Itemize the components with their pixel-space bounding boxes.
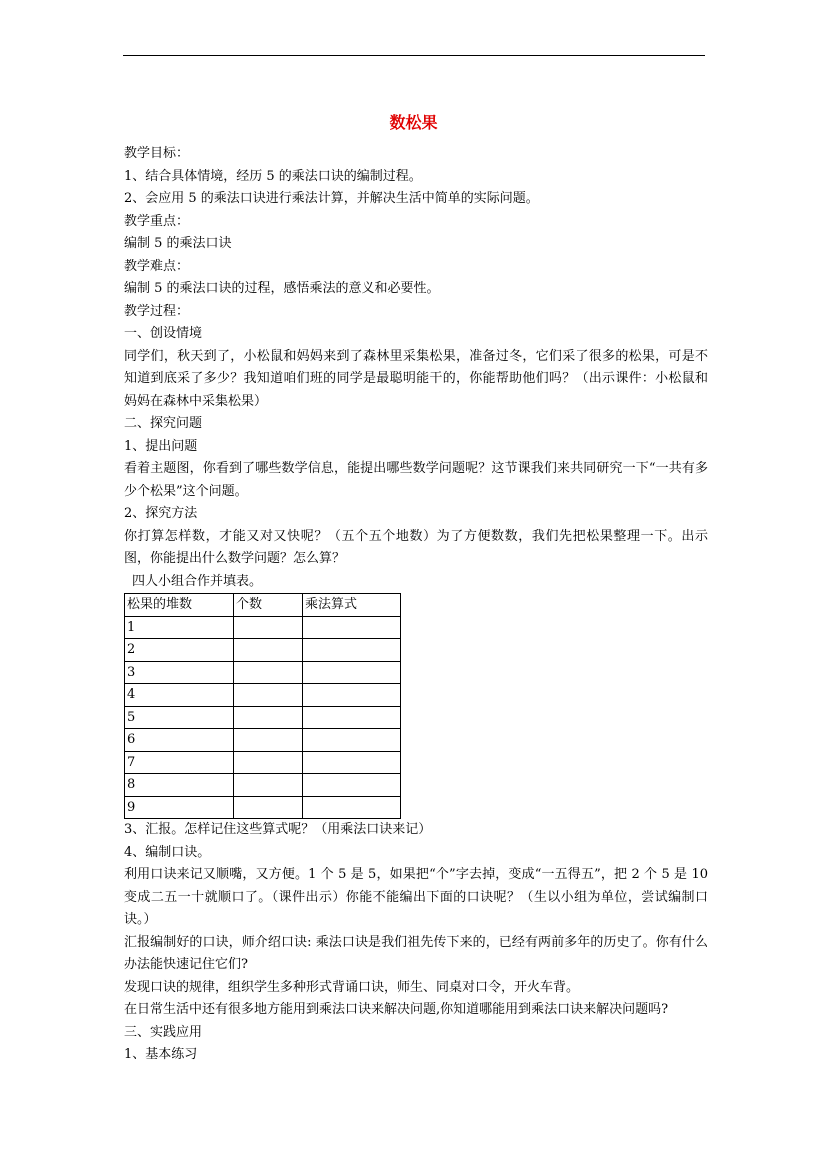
table-row [125, 684, 401, 707]
formula-cell[interactable] [303, 729, 401, 752]
step-2-heading: 2、探究方法 [124, 506, 198, 521]
step-4-paragraph-3: 发现口诀的规律，组织学生多种形式背诵口诀，师生、同桌对口令，开火车背。 [124, 979, 580, 995]
pile-count-cell: 3 [125, 661, 234, 684]
difficulty-heading: 教学难点： [124, 258, 190, 274]
formula-cell[interactable] [303, 796, 401, 819]
count-cell[interactable] [234, 706, 303, 729]
goals-heading: 教学目标： [124, 146, 190, 161]
document-title: 数松果 [389, 113, 438, 132]
table-row [125, 661, 401, 684]
formula-cell[interactable] [303, 774, 401, 797]
formula-cell[interactable] [303, 751, 401, 774]
section-1-paragraph: 同学们，秋天到了，小松鼠和妈妈来到了森林里采集松果，准备过冬，它们采了很多的松果，可是不知道到底采了多少？我知道咱们班的同学是最聪明能干的，你能帮助他们吗？（出示课件：小松鼠和妈妈在森林中采集松果） [124, 348, 708, 409]
pile-count-cell: 9 [125, 796, 234, 819]
section-1-heading: 一、创设情境 [124, 326, 203, 341]
step-2-paragraph: 你打算怎样数，才能又对又快呢？（五个五个地数）为了方便数数，我们先把松果整理一下。出示图，你能提出什么数学问题？怎么算？ [124, 528, 708, 566]
process-heading: 教学过程： [124, 303, 190, 319]
table-row [125, 616, 401, 639]
table-row [125, 729, 401, 752]
section-3-heading: 三、实践应用 [124, 1024, 203, 1040]
step-1-paragraph: 看着主题图，你看到了哪些数学信息，能提出哪些数学问题呢？这节课我们来共同研究一下“一共有多少个松果”这个问题。 [124, 461, 708, 499]
pile-count-cell: 2 [125, 639, 234, 662]
count-cell[interactable] [234, 684, 303, 707]
step-3-line: 3、汇报。怎样记住这些算式呢？（用乘法口诀来记） [124, 822, 432, 837]
table-header-row [125, 594, 401, 617]
table-row [125, 751, 401, 774]
difficulty-point: 编制 5 的乘法口诀的过程，感悟乘法的意义和必要性。 [124, 281, 440, 296]
pile-count-cell: 1 [125, 616, 234, 639]
step-4-heading: 4、编制口诀。 [124, 844, 211, 860]
count-cell[interactable] [234, 796, 303, 819]
count-cell[interactable] [234, 639, 303, 662]
goal-2: 2、会应用 5 的乘法口诀进行乘法计算，并解决生活中简单的实际问题。 [124, 191, 539, 206]
formula-cell[interactable] [303, 706, 401, 729]
key-heading: 教学重点： [124, 213, 190, 229]
count-cell[interactable] [234, 661, 303, 684]
pine-cone-table [124, 593, 401, 819]
table-row [125, 774, 401, 797]
table-header-cell: 个数 [234, 594, 303, 617]
formula-cell[interactable] [303, 661, 401, 684]
table-header-cell: 松果的堆数 [125, 594, 234, 617]
pile-count-cell: 5 [125, 706, 234, 729]
key-point: 编制 5 的乘法口诀 [124, 236, 232, 251]
pile-count-cell: 7 [125, 751, 234, 774]
table-instruction: 四人小组合作并填表。 [132, 573, 263, 589]
pile-count-cell: 8 [125, 774, 234, 797]
pile-count-cell: 6 [125, 729, 234, 752]
count-cell[interactable] [234, 751, 303, 774]
step-1-heading: 1、提出问题 [124, 438, 198, 454]
document-body [124, 143, 708, 1067]
step-4-paragraph-2: 汇报编制好的口诀，师介绍口诀: 乘法口诀是我们祖先传下来的，已经有两前多年的历史了。你有什么办法能快速记住它们? [124, 934, 708, 972]
count-cell[interactable] [234, 616, 303, 639]
table-row [125, 796, 401, 819]
practice-1-heading: 1、基本练习 [124, 1047, 198, 1062]
formula-cell[interactable] [303, 684, 401, 707]
table-header-cell: 乘法算式 [303, 594, 401, 617]
section-2-heading: 二、探究问题 [124, 416, 203, 431]
count-cell[interactable] [234, 774, 303, 797]
table-row [125, 706, 401, 729]
formula-cell[interactable] [303, 639, 401, 662]
step-4-paragraph-1: 利用口诀来记又顺嘴，又方便。1 个 5 是 5，如果把“个”字去掉，变成“一五得五”，把 2 个 5 是 10 变成二五一十就顺口了。（课件出示）你能不能编出下面的口诀呢？（生以小组为单位，尝试编制口诀。） [124, 867, 708, 927]
step-4-paragraph-4: 在日常生活中还有很多地方能用到乘法口诀来解决问题,你知道哪能用到乘法口诀来解决问题吗? [124, 1002, 669, 1017]
count-cell[interactable] [234, 729, 303, 752]
header-rule [123, 55, 705, 56]
table-row [125, 639, 401, 662]
formula-cell[interactable] [303, 616, 401, 639]
goal-1: 1、结合具体情境，经历 5 的乘法口诀的编制过程。 [124, 168, 422, 184]
pile-count-cell: 4 [125, 684, 234, 707]
